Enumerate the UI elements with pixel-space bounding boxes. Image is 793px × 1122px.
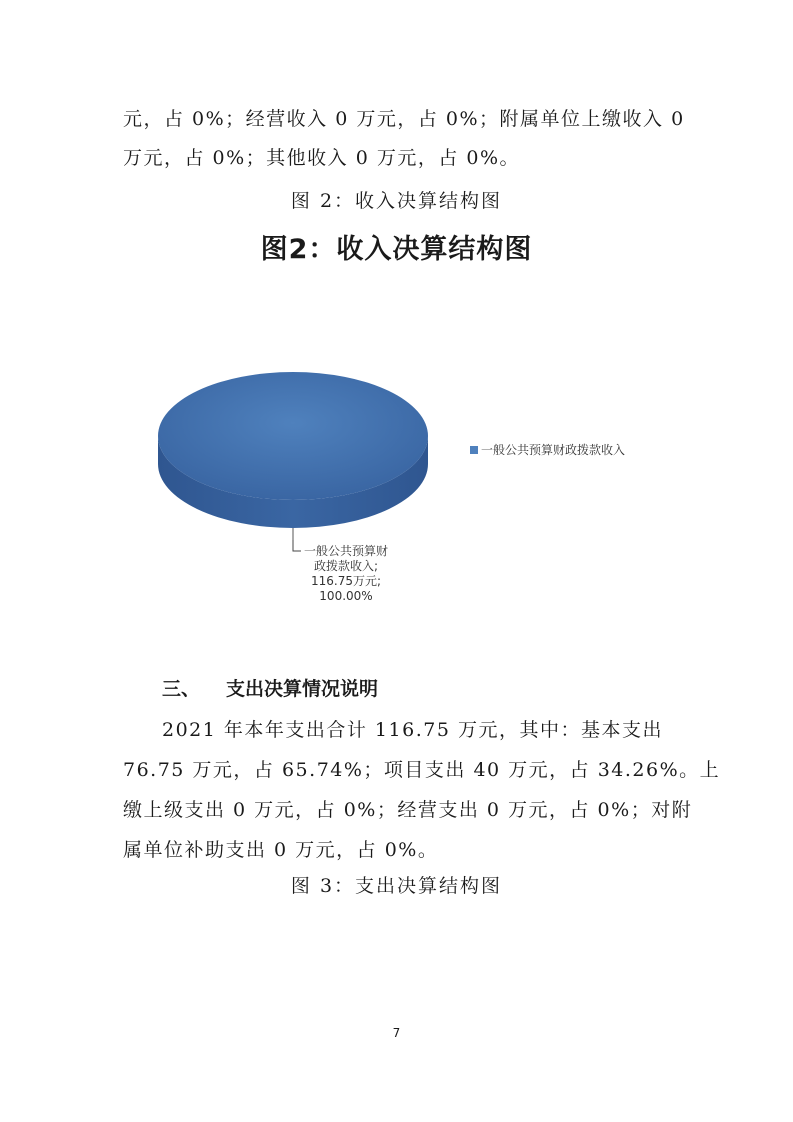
data-label-line: 100.00% bbox=[319, 589, 373, 603]
chart-title: 图2：收入决算结构图 bbox=[260, 234, 533, 265]
section-number: 三、 bbox=[162, 678, 201, 700]
section-title: 支出决算情况说明 bbox=[226, 678, 379, 700]
paragraph-line: 万元，占 0%；其他收入 0 万元，占 0%。 bbox=[123, 147, 521, 169]
section-heading bbox=[162, 676, 378, 702]
legend-entry: 一般公共预算财政拨款收入 bbox=[481, 443, 626, 457]
figure-3-caption: 图 3：支出决算结构图 bbox=[290, 875, 503, 897]
pie-chart bbox=[150, 370, 440, 550]
paragraph-line: 元，占 0%；经营收入 0 万元，占 0%；附属单位上缴收入 0 bbox=[123, 108, 685, 130]
data-label-line: 一般公共预算财 bbox=[303, 544, 388, 558]
figure-2-caption: 图 2：收入决算结构图 bbox=[290, 190, 503, 212]
paragraph-line: 属单位补助支出 0 万元，占 0%。 bbox=[123, 839, 439, 861]
pie-data-label bbox=[296, 544, 396, 604]
data-label-line: 116.75万元; bbox=[310, 574, 382, 588]
data-label-line: 政拨款收入; bbox=[313, 559, 379, 573]
pie-slice-top bbox=[158, 372, 428, 500]
page-number: 7 bbox=[392, 1026, 401, 1040]
chart-legend bbox=[470, 442, 640, 458]
paragraph-line: 76.75 万元，占 65.74%；项目支出 40 万元，占 34.26%。上 bbox=[123, 759, 721, 781]
paragraph-line: 2021 年本年支出合计 116.75 万元，其中：基本支出 bbox=[162, 719, 663, 741]
paragraph-line: 缴上级支出 0 万元，占 0%；经营支出 0 万元，占 0%；对附 bbox=[123, 799, 693, 821]
legend-swatch bbox=[470, 446, 478, 454]
